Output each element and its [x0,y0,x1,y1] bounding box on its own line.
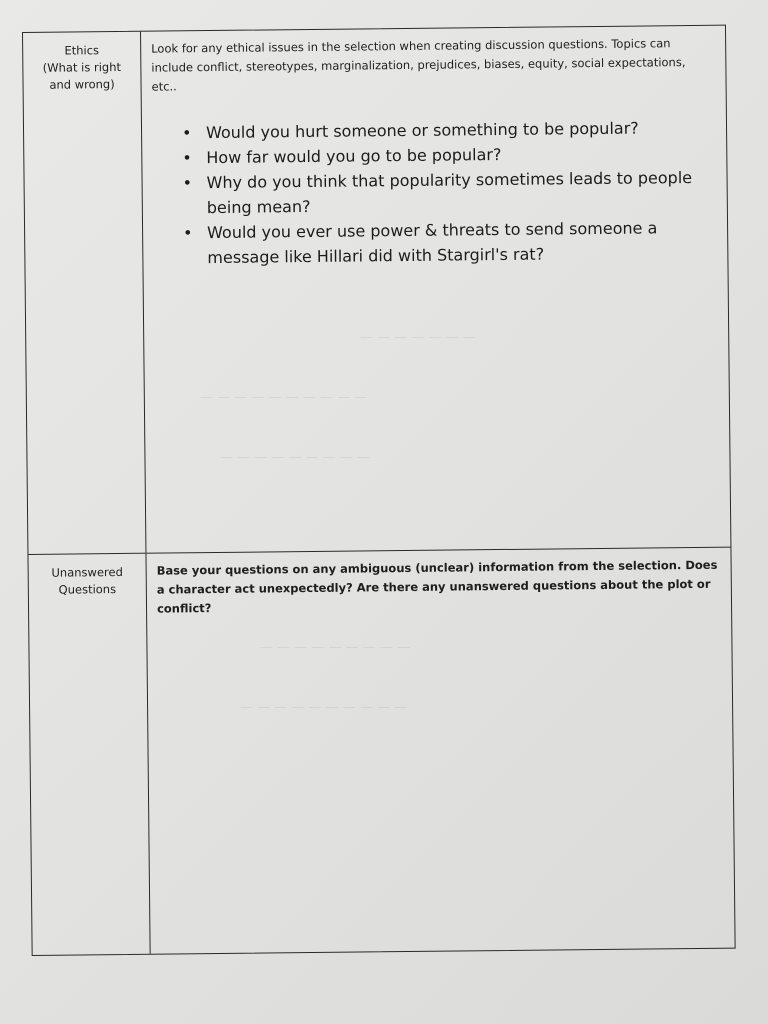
bullet-icon: • [182,148,192,168]
bullet-icon: • [183,223,193,243]
bullet-icon: • [182,173,193,193]
unanswered-content [146,548,734,954]
list-item [183,215,715,271]
question-text: How far would you go to be popular? [206,144,502,168]
unanswered-prompt: Base your questions on any ambiguous (unclear) information from the selection. Does a character act unexpectedly? Are there any unanswered questions about the plot or conflict? [156,557,718,616]
ethics-row [23,26,730,555]
ethics-label-line: Ethics [64,43,100,58]
list-item [182,165,714,221]
unanswered-label-line: Unanswered [51,564,123,580]
bleed-through-text: — — — — — — — — — [260,640,411,655]
unanswered-label-line: Questions [58,582,117,597]
ethics-content [141,26,730,553]
question-text: Would you hurt someone or something to be popular? [205,118,639,143]
ethics-label [23,32,146,554]
bullet-icon: • [181,123,192,143]
bleed-through-text: — — — — — — — — — [220,450,371,465]
bleed-through-text: — — — — — — — [360,330,476,345]
ethics-prompt: Look for any ethical issues in the selection when creating discussion questions. Topics can include conflict, stereotypes, marginalization, prejudices, biases, equity, social expectations, etc.. [151,36,686,94]
unanswered-label [28,554,150,955]
question-text: Would you ever use power & threats to send someone a message like Hillari did with Stargirl's rat? [207,218,658,268]
ethics-label-line: and wrong) [49,77,115,92]
ethics-label-line: (What is right [42,59,122,75]
bleed-through-text: — — — — — — — — — — [240,700,408,715]
discussion-table [22,25,736,956]
bleed-through-text: — — — — — — — — — — [200,390,368,405]
unanswered-row [28,548,734,955]
ethics-question-list [152,115,716,271]
question-text: Why do you think that popularity sometimes leads to people being mean? [206,167,693,218]
